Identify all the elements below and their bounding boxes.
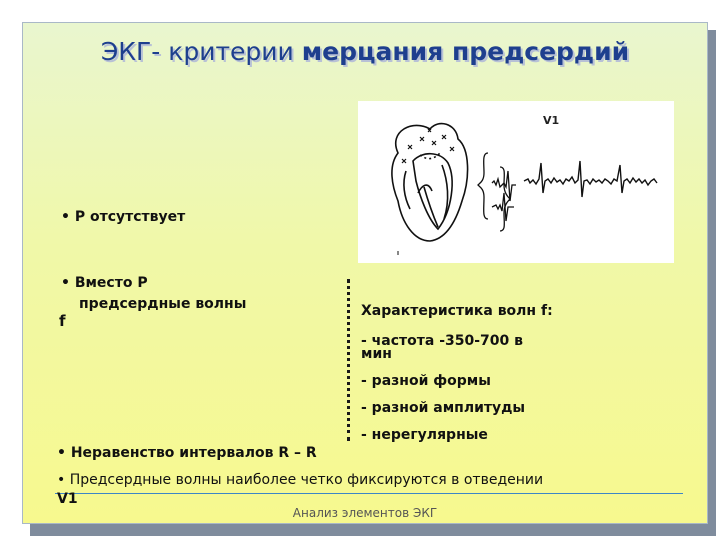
characteristics-title: Характеристика волн f:: [361, 303, 553, 319]
bracket-marks: [478, 153, 510, 231]
f-wave-letter: f: [59, 312, 66, 330]
bullet-instead-p: • Вместо Р: [61, 275, 148, 291]
characteristic-irregular: - нерегулярные: [361, 427, 488, 443]
title-normal-part: ЭКГ- критерии: [100, 37, 302, 66]
characteristic-amplitude: - разной амплитуды: [361, 400, 526, 416]
characteristic-shape: - разной формы: [361, 373, 491, 389]
slide: [22, 22, 708, 524]
fibrillation-marks: [402, 129, 454, 163]
characteristic-frequency-unit: мин: [361, 346, 392, 362]
ecg-lead-label: V1: [543, 114, 560, 127]
title-bold-part: мерцания предсердий: [301, 37, 630, 66]
slide-footer: Анализ элементов ЭКГ: [292, 506, 438, 520]
ecg-heart-drawing: [358, 101, 674, 263]
bottom-lead-label: V1: [57, 491, 78, 507]
ecg-heart-illustration: [358, 101, 674, 263]
bullet-rr-inequality: • Неравенство интервалов R – R: [57, 445, 317, 461]
bullet-p-absent: • Р отсутствует: [61, 209, 186, 225]
ecg-strip-v1: [524, 161, 657, 197]
characteristic-frequency: - частота -350-700 в: [361, 333, 524, 349]
dotted-divider: [347, 279, 353, 441]
bullet-atrial-note: • Предсердные волны наиболее четко фиксируются в отведении: [57, 472, 544, 488]
slide-title: [23, 37, 707, 66]
atrial-waves-text: предсердные волны: [79, 296, 247, 312]
heart-outline: [392, 124, 468, 241]
rule-line: [55, 493, 683, 494]
